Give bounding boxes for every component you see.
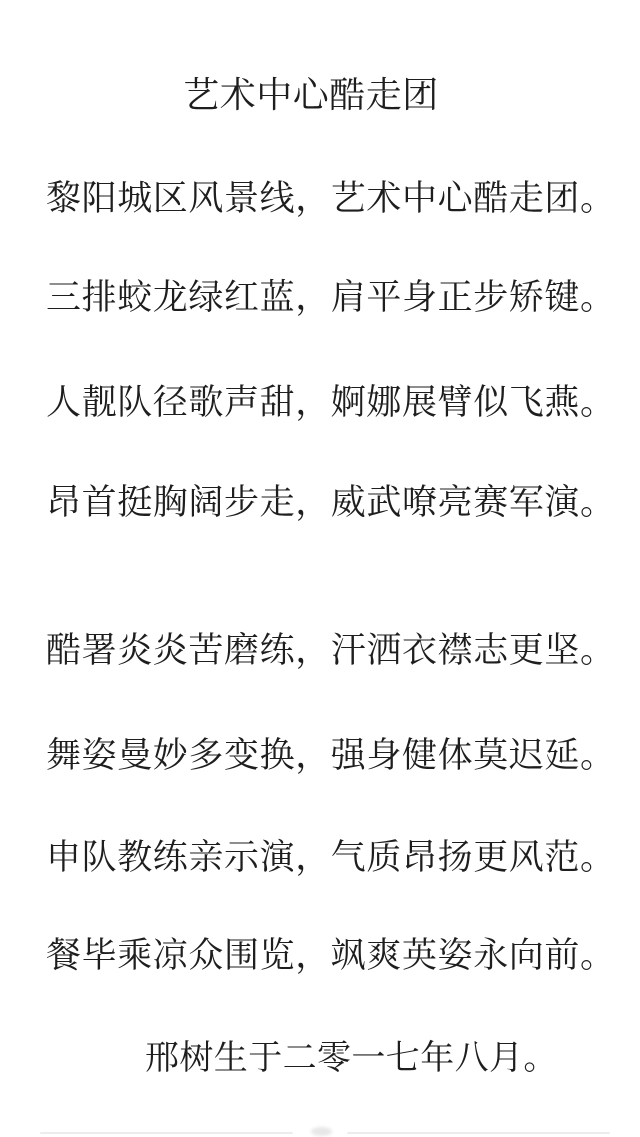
poem-line-8: 餐毕乘凉众围览，飒爽英姿永向前。 [46,936,616,975]
bottom-divider-left [40,1132,293,1134]
poem-attribution: 邢树生于二零一七年八月。 [145,1039,558,1077]
poem-title: 艺术中心酷走团 [183,74,439,115]
bottom-divider-right [347,1132,610,1134]
poem-line-7: 申队教练亲示演，气质昂扬更风范。 [46,838,616,877]
bottom-center-mark [311,1127,332,1136]
poem-line-6: 舞姿曼妙多变换，强身健体莫迟延。 [46,736,616,775]
poem-line-2: 三排蛟龙绿红蓝，肩平身正步矫键。 [46,278,616,317]
poem-line-1: 黎阳城区风景线，艺术中心酷走团。 [46,179,616,218]
poem-line-3: 人靓队径歌声甜，婀娜展臂似飞燕。 [46,383,616,422]
poem-line-4: 昂首挺胸阔步走，威武嘹亮赛军演。 [46,483,616,522]
poem-line-5: 酷署炎炎苦磨练，汗洒衣襟志更坚。 [46,631,616,670]
